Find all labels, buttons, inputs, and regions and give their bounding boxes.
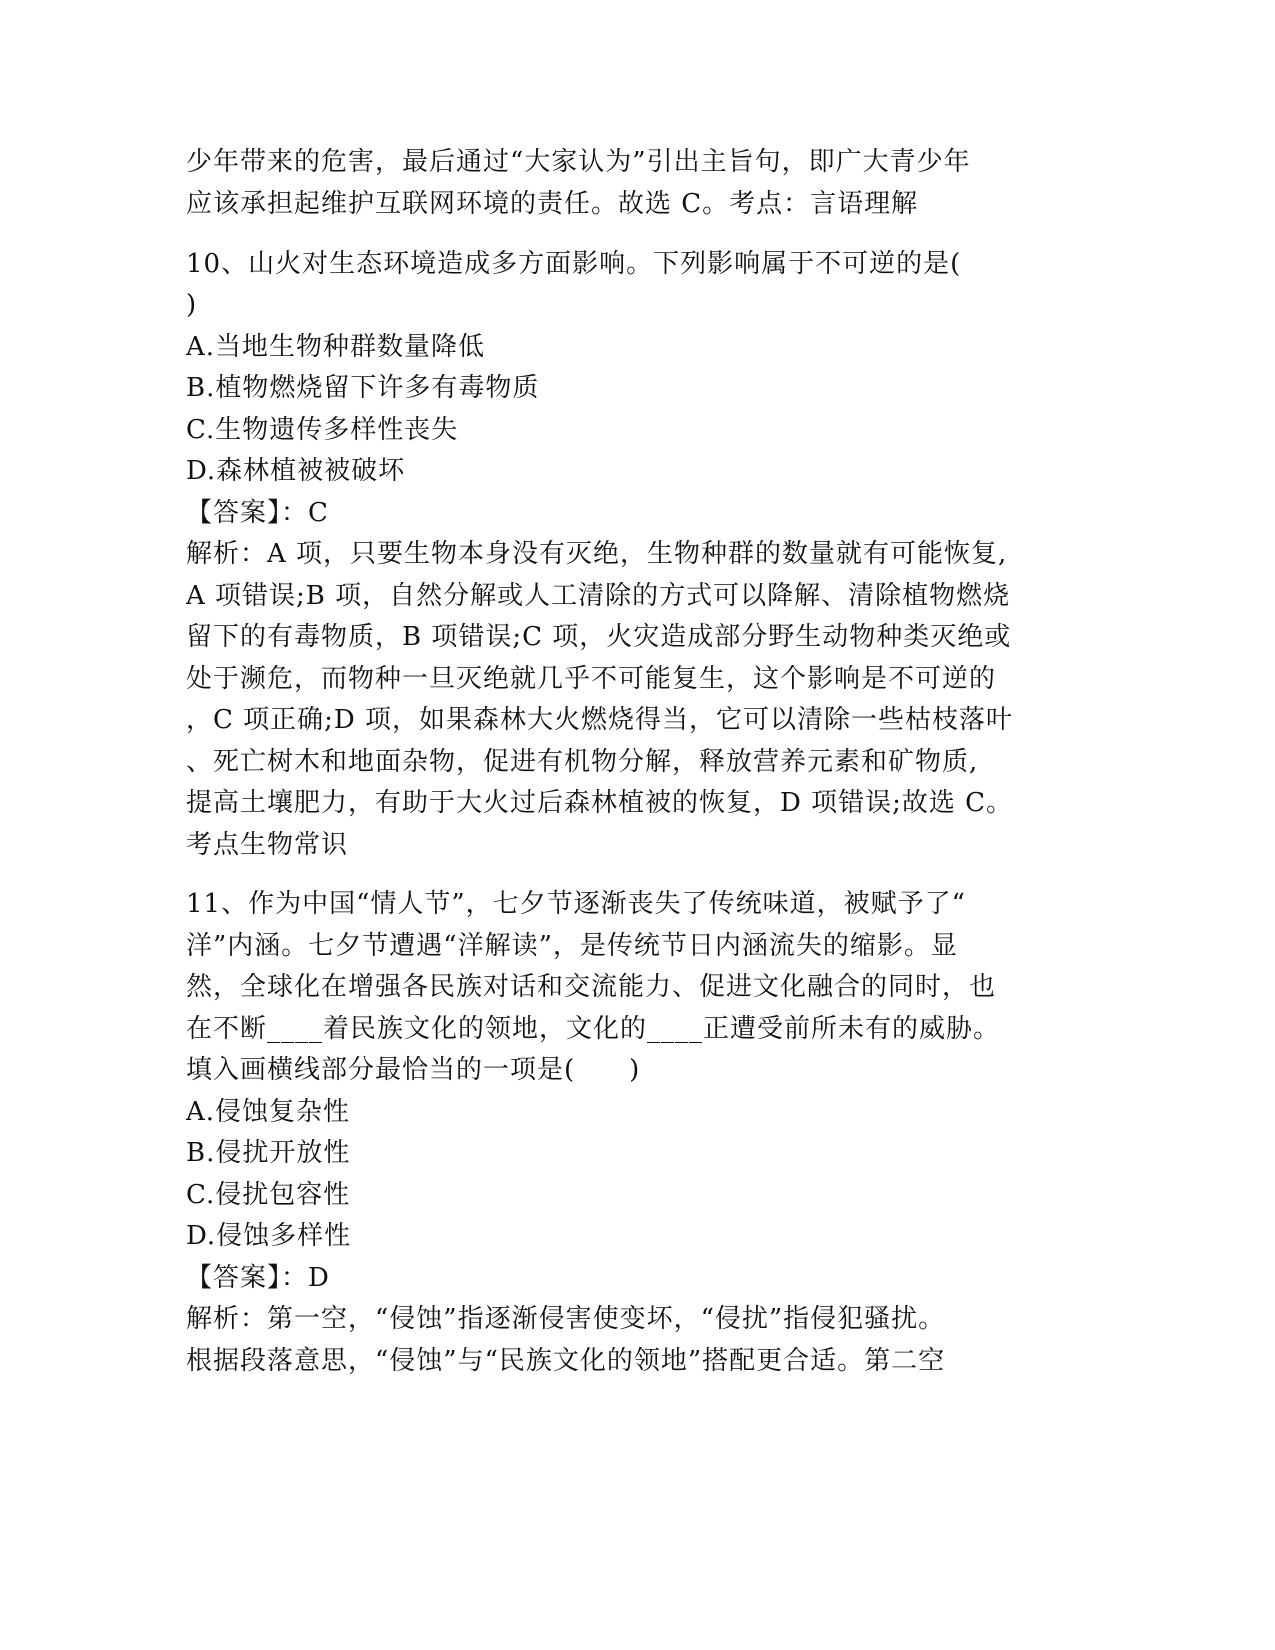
- q11-stem: 然，全球化在增强各民族对话和交流能力、促进文化融合的同时，也: [186, 972, 997, 1002]
- q11-analysis-line: 根据段落意思，“侵蚀”与“民族文化的领地”搭配更合适。第二空: [186, 1346, 946, 1376]
- q11-option-a: A.侵蚀复杂性: [186, 1097, 351, 1127]
- q10-analysis-line: 提高土壤肥力，有助于大火过后森林植被的恢复，D 项错误;故选 C。: [186, 788, 1014, 818]
- q11-stem: 洋”内涵。七夕节遭遇“洋解读”，是传统节日内涵流失的缩影。显: [186, 931, 958, 961]
- q9-analysis-line: 应该承担起维护互联网环境的责任。故选 C。考点：言语理解: [186, 189, 919, 219]
- q10-stem-cont: ): [186, 290, 198, 320]
- q9-analysis-line: 少年带来的危害，最后通过“大家认为”引出主旨句，即广大青少年: [186, 147, 971, 177]
- q11-option-b: B.侵扰开放性: [186, 1138, 351, 1168]
- q11-stem: 11、作为中国“情人节”，七夕节逐渐丧失了传统味道，被赋予了“: [186, 889, 966, 919]
- q11-stem: 在不断____着民族文化的领地，文化的____正遭受前所未有的威胁。: [186, 1014, 1001, 1044]
- q11-stem: 填入画横线部分最恰当的一项是( ): [186, 1055, 641, 1085]
- q10-analysis-line: 留下的有毒物质，B 项错误;C 项，火灾造成部分野生动物种类灭绝或: [186, 622, 1012, 652]
- q11-answer: 【答案】：D: [186, 1263, 330, 1293]
- q10-answer: 【答案】：C: [186, 498, 329, 528]
- q10-analysis-line: 、死亡树木和地面杂物，促进有机物分解，释放营养元素和矿物质,: [186, 747, 979, 777]
- q10-analysis-line: 解析：A 项，只要生物本身没有灭绝，生物种群的数量就有可能恢复,: [186, 539, 1008, 569]
- q10-option-d: D.森林植被被破坏: [186, 456, 406, 486]
- document-page: [186, 0, 1076, 1650]
- q10-analysis-line: ，C 项正确;D 项，如果森林大火燃烧得当，它可以清除一些枯枝落叶: [186, 705, 1014, 735]
- q10-analysis-line: 处于濒危，而物种一旦灭绝就几乎不可能复生，这个影响是不可逆的: [186, 664, 997, 694]
- q10-analysis-line: A 项错误;B 项，自然分解或人工清除的方式可以降解、清除植物燃烧: [186, 581, 1011, 611]
- q10-option-a: A.当地生物种群数量降低: [186, 332, 486, 362]
- q10-option-c: C.生物遗传多样性丧失: [186, 415, 459, 445]
- q11-option-c: C.侵扰包容性: [186, 1180, 351, 1210]
- q11-option-d: D.侵蚀多样性: [186, 1221, 352, 1251]
- q11-analysis-line: 解析：第一空，“侵蚀”指逐渐侵害使变坏，“侵扰”指侵犯骚扰。: [186, 1304, 946, 1334]
- q10-stem: 10、山火对生态环境造成多方面影响。下列影响属于不可逆的是(: [186, 249, 962, 279]
- q10-option-b: B.植物燃烧留下许多有毒物质: [186, 373, 540, 403]
- q10-analysis-line: 考点生物常识: [186, 830, 349, 860]
